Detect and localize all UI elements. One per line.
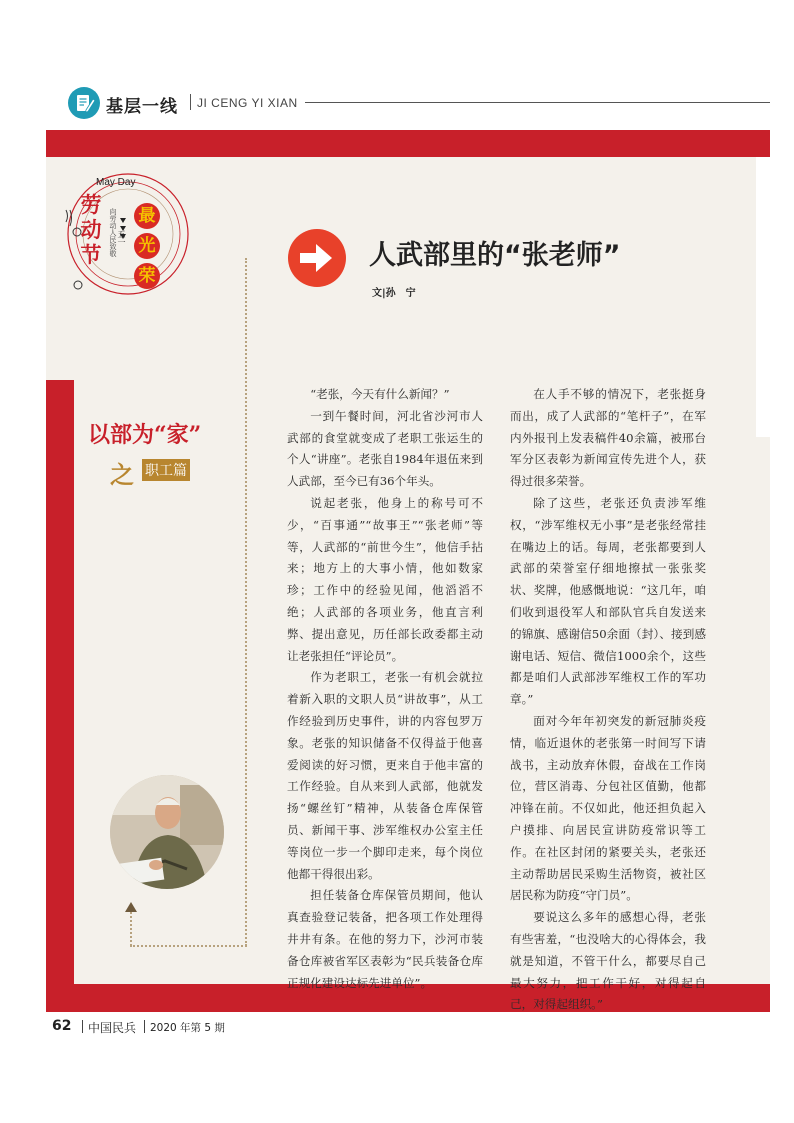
dotted-guide-up <box>130 912 132 946</box>
glory-char: 最 <box>134 203 160 229</box>
glory-char: 荣 <box>134 263 160 289</box>
portrait-photo <box>110 775 224 889</box>
right-white-margin <box>756 157 770 437</box>
paragraph: 一到午餐时间，河北省沙河市人武部的食堂就变成了老职工张运生的个人“讲座”。老张自1984年退伍来到人武部，至今已有36个年头。 <box>287 408 483 489</box>
paragraph: 作为老职工，老张一有机会就拉着新入职的文职人员“讲故事”，从工作经验到历史事件，讲的内容包罗万象。老张的知识储备不仅得益于他喜爱阅读的好习惯，更来自于他丰富的工作经验。自从来到人武部，他就发扬“螺丝钉”精神，从装备仓库保管员、新闻干事、涉军维权办公室主任等岗位一步一个脚印走来，每个岗位他都干得很出彩。 <box>287 670 483 881</box>
article-byline: 文|孙 宁 <box>372 288 416 299</box>
header-rule <box>305 102 770 103</box>
header-divider <box>190 94 191 110</box>
section-title: 基层一线 <box>106 97 178 117</box>
article-column-1 <box>287 384 483 994</box>
dotted-guide-vertical <box>245 258 247 946</box>
paragraph: 担任装备仓库保管员期间，他认真查验登记装备，把各项工作处理得井井有条。在他的努力下，沙河市装备仓库被省军区表彰为“民兵装备仓库正规化建设达标先进单位”。 <box>287 888 483 990</box>
paragraph: “老张，今天有什么新闻？” <box>310 387 450 401</box>
footer-divider <box>82 1020 83 1033</box>
badge-title: 劳动节 <box>80 193 102 267</box>
paragraph: 除了这些，老张还负责涉军维权，“涉军维权无小事”是老张经常挂在嘴边上的话。每周，老张都要到人武部的荣誉室仔细地擦拭一张张奖状、奖牌，他感慨地说：“这几年，咱们收到退役军人和部队官兵自发送来的锦旗、感谢信50余面（封）、接到感谢电话、短信、微信1000余个，这些都是咱们人武部涉军维权工作的军功章。” <box>510 495 706 707</box>
glory-char: 光 <box>134 233 160 259</box>
issue-label: 2020 年第 5 期 <box>150 1022 225 1034</box>
left-red-band <box>46 380 74 1012</box>
section-tag-sub: 职工篇 <box>142 459 190 481</box>
badge-subtitle: 向劳动人民致敬 <box>109 208 117 257</box>
paragraph-text: 要说这么多年的感想心得，老张有些害羞，“也没啥大的心得体会，我就是知道，不管干什么，都要尽自己最大努力，把工作干好，对得起自己，对得起组织。” <box>510 910 706 1012</box>
paragraph-last <box>510 907 706 1016</box>
arrow-up-icon <box>125 902 137 912</box>
end-mark-icon <box>605 1000 615 1010</box>
pencil-note-icon <box>68 87 100 119</box>
badge-english: May Day <box>96 177 136 188</box>
section-tag-main: 以部为“家” <box>88 422 202 448</box>
magazine-name: 中国民兵 <box>88 1021 137 1035</box>
dotted-guide-horizontal <box>130 945 247 947</box>
footer-divider <box>144 1020 145 1033</box>
paragraph: 面对今年年初突发的新冠肺炎疫情，临近退休的老张第一时间写下请战书，主动放弃休假，奋战在工作岗位，营区消毒、分包社区值勤，他都冲锋在前。不仅如此，他还担负起入户摸排、向居民宣讲防疫常识等工作。在社区封闭的紧要关头，老张还主动帮助居民采购生活物资，被社区居民称为防疫“守门员”。 <box>510 713 706 903</box>
paragraph: 说起老张，他身上的称号可不少，“百事通”“故事王”“张老师”等等，人武部的“前世今生”，他信手拈来；地方上的大事小情，他如数家珍；工作中的经验见闻，他滔滔不绝；人武部的各项业务，他直言利弊、提出意见，历任部长政委都主动让老张担任“评论员”。 <box>287 495 483 663</box>
section-tag-connector: 之 <box>110 460 134 489</box>
arrow-right-icon <box>287 228 347 292</box>
paragraph: 在人手不够的情况下，老张挺身而出，成了人武部的“笔杆子”，在军内外报刊上发表稿件40余篇，被邢台军分区表彰为新闻宣传先进个人，获得过很多荣誉。 <box>510 387 706 489</box>
section-title-pinyin: JI CENG YI XIAN <box>197 96 298 110</box>
badge-date: 五一 <box>117 230 126 246</box>
article-title: 人武部里的“张老师” <box>369 240 621 271</box>
article-column-2 <box>510 384 706 1016</box>
page-number: 62 <box>52 1018 72 1034</box>
top-red-band <box>46 130 770 157</box>
